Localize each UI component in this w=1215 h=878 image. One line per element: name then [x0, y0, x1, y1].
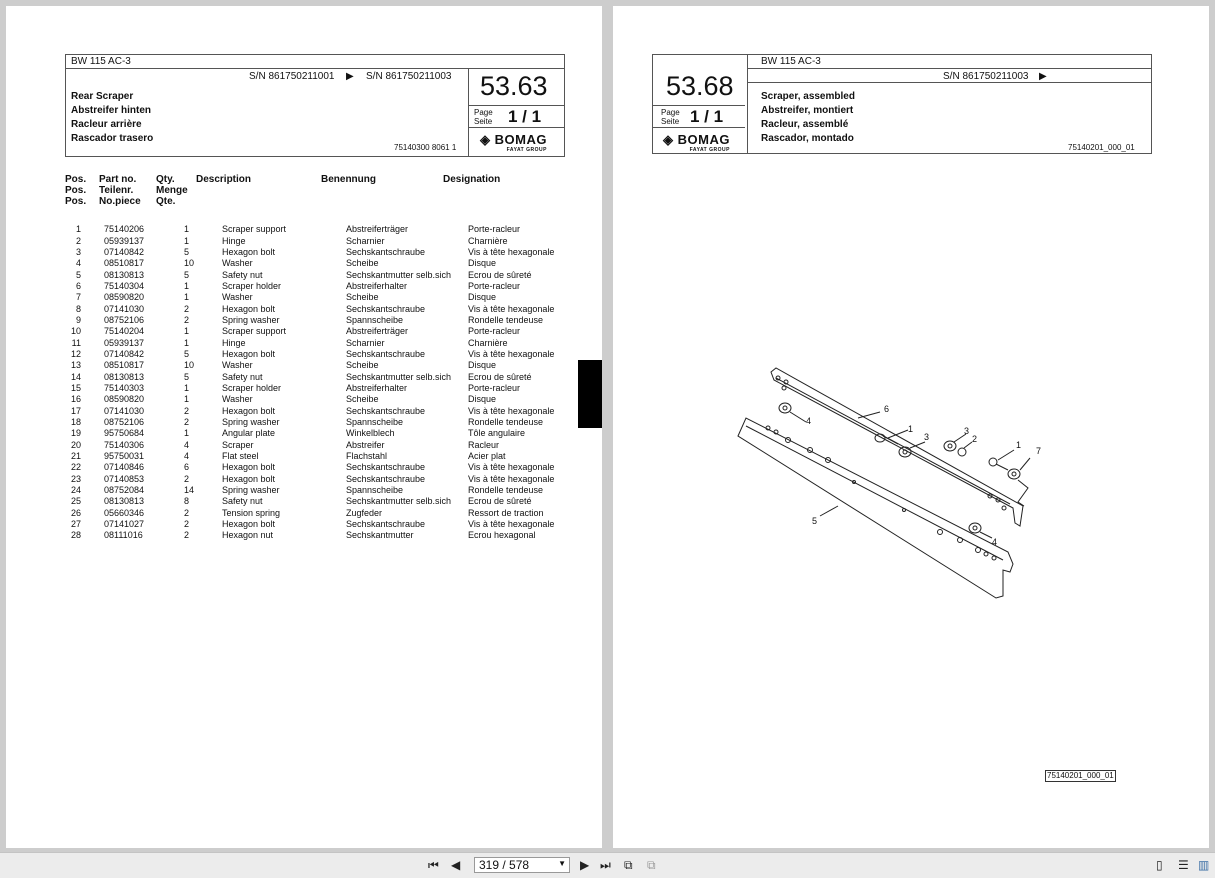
table-row: [58, 360, 554, 371]
benennung-cell: Scheibe: [346, 292, 379, 303]
description-cell: Hinge: [222, 235, 246, 246]
benennung-cell: Scharnier: [346, 235, 385, 246]
title-fr: Racleur arrière: [71, 119, 142, 130]
bomag-logo: ◈ BOMAG FAYAT GROUP: [663, 132, 730, 153]
part-number-cell: 08130813: [104, 269, 145, 280]
pos-cell: 13: [70, 360, 81, 371]
pos-cell: 16: [70, 394, 81, 405]
designation-cell: Ressort de traction: [468, 507, 544, 518]
doc-code: 75140300 8061 1: [394, 143, 457, 152]
designation-cell: Tôle angulaire: [468, 428, 526, 439]
pos-cell: 14: [70, 371, 81, 382]
pos-cell: 23: [70, 473, 81, 484]
designation-cell: Vis à tête hexagonale: [468, 473, 555, 484]
left-page: [6, 6, 602, 848]
pos-cell: 1: [75, 224, 81, 235]
quantity-cell: 4: [184, 451, 190, 462]
description-cell: Scraper holder: [222, 382, 282, 393]
callout-3b: 3: [964, 426, 970, 436]
pos-cell: 28: [70, 530, 81, 541]
part-number-cell: 07141027: [104, 519, 145, 530]
pos-cell: 20: [70, 439, 81, 450]
pos-cell: 11: [71, 337, 81, 348]
callout-2: 2: [972, 434, 978, 444]
designation-cell: Ecrou de sûreté: [468, 269, 532, 280]
benennung-cell: Abstreiferträger: [346, 326, 409, 337]
page-label: Page Seite: [661, 108, 680, 126]
left-title-block: [65, 54, 565, 157]
part-number-cell: 08111016: [104, 530, 143, 541]
description-cell: Scraper: [222, 439, 254, 450]
title-fr: Racleur, assemblé: [761, 119, 849, 130]
col-part-header: Part no. Teilenr. No.piece: [99, 174, 141, 207]
pos-cell: 25: [70, 496, 81, 507]
table-row: [58, 496, 554, 507]
description-cell: Hexagon bolt: [222, 405, 276, 416]
pos-cell: 19: [70, 428, 81, 439]
designation-cell: Vis à tête hexagonale: [468, 246, 555, 257]
section-number: 53.68: [666, 71, 734, 101]
callout-6: 6: [884, 404, 890, 414]
pos-cell: 26: [70, 507, 81, 518]
table-row: [58, 451, 554, 462]
benennung-cell: Abstreiferhalter: [346, 382, 408, 393]
description-cell: Scraper support: [222, 224, 287, 235]
table-row: [58, 258, 554, 269]
quantity-cell: 1: [184, 394, 190, 405]
go-forward-view-icon[interactable]: ⧉: [647, 858, 656, 872]
part-number-cell: 95750031: [104, 451, 145, 462]
right-title-block: [652, 54, 1152, 154]
exploded-view-drawing: [728, 356, 1048, 606]
designation-cell: Rondelle tendeuse: [468, 417, 544, 428]
table-row: [58, 485, 554, 496]
table-row: [58, 349, 554, 360]
description-cell: Tension spring: [222, 507, 281, 518]
callout-4: 4: [806, 416, 812, 426]
col-ben-header: Benennung: [321, 174, 376, 185]
callout-1: 1: [908, 424, 914, 434]
description-cell: Hexagon bolt: [222, 348, 276, 359]
benennung-cell: Sechskantschraube: [346, 246, 426, 257]
benennung-cell: Spannscheibe: [346, 314, 404, 325]
callout-1b: 1: [1016, 440, 1022, 450]
part-number-cell: 05660346: [104, 507, 145, 518]
part-number-cell: 95750684: [104, 428, 145, 439]
two-page-view-icon[interactable]: ▥: [1198, 858, 1210, 872]
benennung-cell: Sechskantschraube: [346, 348, 426, 359]
description-cell: Washer: [222, 394, 253, 405]
part-number-cell: 08510817: [104, 360, 145, 371]
benennung-cell: Sechskantmutter selb.sich: [346, 269, 452, 280]
table-row: [58, 417, 554, 428]
description-cell: Spring washer: [222, 485, 280, 496]
quantity-cell: 1: [184, 224, 190, 235]
table-row: [58, 519, 554, 530]
pos-cell: 12: [70, 348, 81, 359]
quantity-cell: 5: [184, 348, 190, 359]
designation-cell: Vis à tête hexagonale: [468, 405, 555, 416]
part-number-cell: 75140204: [104, 326, 145, 337]
benennung-cell: Flachstahl: [346, 451, 388, 462]
pos-cell: 27: [70, 519, 81, 530]
page-number: 1 / 1: [508, 107, 542, 126]
quantity-cell: 1: [184, 292, 190, 303]
part-number-cell: 08130813: [104, 496, 145, 507]
benennung-cell: Sechskantschraube: [346, 473, 426, 484]
description-cell: Safety nut: [222, 371, 263, 382]
designation-cell: Porte-racleur: [468, 280, 521, 291]
designation-cell: Vis à tête hexagonale: [468, 462, 555, 473]
part-number-cell: 08752106: [104, 417, 145, 428]
table-row: [58, 247, 554, 258]
arrow-right-icon: ▶: [346, 71, 354, 82]
quantity-cell: 1: [184, 382, 190, 393]
quantity-cell: 1: [184, 337, 190, 348]
pos-cell: 3: [75, 246, 81, 257]
doc-code: 75140201_000_01: [1068, 143, 1135, 152]
quantity-cell: 1: [184, 428, 190, 439]
logo-diamond-icon: ◈: [663, 132, 674, 147]
description-cell: Flat steel: [222, 451, 259, 462]
pos-cell: 17: [70, 405, 81, 416]
designation-cell: Ecrou de sûreté: [468, 496, 532, 507]
viewer-toolbar: [0, 852, 1215, 878]
part-number-cell: 08590820: [104, 394, 145, 405]
benennung-cell: Sechskantmutter: [346, 530, 414, 541]
part-number-cell: 75140306: [104, 439, 145, 450]
title-de: Abstreifer hinten: [71, 105, 152, 116]
table-row: [58, 224, 554, 235]
designation-cell: Porte-racleur: [468, 382, 521, 393]
table-row: [58, 281, 554, 292]
quantity-cell: 2: [184, 530, 190, 541]
description-cell: Safety nut: [222, 496, 263, 507]
benennung-cell: Sechskantschraube: [346, 462, 426, 473]
part-number-cell: 07140842: [104, 348, 145, 359]
part-number-cell: 75140206: [104, 224, 145, 235]
part-number-cell: 08590820: [104, 292, 145, 303]
table-row: [58, 315, 554, 326]
table-row: [58, 371, 554, 382]
pos-cell: 8: [75, 303, 81, 314]
pos-cell: 18: [70, 417, 81, 428]
table-row: [58, 474, 554, 485]
quantity-cell: 5: [184, 269, 190, 280]
chevron-down-icon: ▼: [558, 859, 566, 868]
pos-cell: 15: [70, 382, 81, 393]
description-cell: Safety nut: [222, 269, 263, 280]
pos-cell: 5: [75, 269, 81, 280]
col-pos-header: Pos. Pos. Pos.: [65, 174, 87, 207]
designation-cell: Vis à tête hexagonale: [468, 519, 555, 530]
quantity-cell: 6: [184, 462, 190, 473]
designation-cell: Disque: [468, 292, 497, 303]
model-name: BW 115 AC-3: [71, 56, 131, 67]
designation-cell: Vis à tête hexagonale: [468, 348, 555, 359]
pos-cell: 2: [75, 235, 81, 246]
designation-cell: Racleur: [468, 439, 500, 450]
quantity-cell: 2: [184, 519, 190, 530]
title-de: Abstreifer, montiert: [761, 105, 854, 116]
part-number-cell: 08752106: [104, 314, 145, 325]
designation-cell: Porte-racleur: [468, 326, 521, 337]
table-row: [58, 269, 554, 280]
section-number: 53.63: [480, 71, 548, 101]
designation-cell: Acier plat: [468, 451, 506, 462]
description-cell: Scraper support: [222, 326, 287, 337]
quantity-cell: 5: [184, 371, 190, 382]
drawing-code-label: 75140201_000_01: [1047, 771, 1114, 780]
col-des-header: Designation: [443, 174, 501, 185]
quantity-cell: 1: [184, 235, 190, 246]
designation-cell: Vis à tête hexagonale: [468, 303, 555, 314]
benennung-cell: Abstreifer: [346, 439, 385, 450]
benennung-cell: Abstreiferhalter: [346, 280, 408, 291]
part-number-cell: 75140303: [104, 382, 145, 393]
designation-cell: Charnière: [468, 337, 508, 348]
quantity-cell: 1: [184, 326, 190, 337]
table-row: [58, 508, 554, 519]
title-es: Rascador trasero: [71, 133, 154, 144]
table-row: [58, 428, 554, 439]
pos-cell: 21: [70, 451, 81, 462]
designation-cell: Ecrou hexagonal: [468, 530, 536, 541]
serial-from: S/N 861750211003: [943, 71, 1029, 82]
col-desc-header: Description: [196, 174, 252, 185]
benennung-cell: Spannscheibe: [346, 417, 404, 428]
table-row: [58, 406, 554, 417]
designation-cell: Disque: [468, 258, 497, 269]
quantity-cell: 2: [184, 405, 190, 416]
benennung-cell: Zugfeder: [346, 507, 383, 518]
logo-diamond-icon: ◈: [480, 132, 491, 147]
benennung-cell: Sechskantschraube: [346, 405, 426, 416]
designation-cell: Ecrou de sûreté: [468, 371, 532, 382]
quantity-cell: 4: [184, 439, 190, 450]
description-cell: Washer: [222, 292, 253, 303]
part-number-cell: 07141030: [104, 303, 145, 314]
benennung-cell: Sechskantmutter selb.sich: [346, 371, 452, 382]
col-qty-header: Qty. Menge Qte.: [156, 174, 188, 207]
designation-cell: Charnière: [468, 235, 508, 246]
callout-4b: 4: [992, 537, 998, 547]
part-number-cell: 05939137: [104, 337, 145, 348]
designation-cell: Disque: [468, 394, 497, 405]
page-number-input[interactable]: 319 / 578 ▼: [474, 857, 570, 873]
designation-cell: Rondelle tendeuse: [468, 314, 544, 325]
last-page-button[interactable]: ⏭: [600, 858, 611, 872]
pos-cell: 22: [70, 462, 81, 473]
quantity-cell: 10: [184, 258, 195, 269]
pos-cell: 9: [75, 314, 81, 325]
designation-cell: Rondelle tendeuse: [468, 485, 544, 496]
title-es: Rascador, montado: [761, 133, 854, 144]
description-cell: Washer: [222, 258, 253, 269]
description-cell: Hexagon bolt: [222, 246, 276, 257]
page-label: Page Seite: [474, 108, 493, 126]
page-number: 1 / 1: [690, 107, 724, 126]
table-row: [58, 303, 554, 314]
pos-cell: 4: [75, 258, 81, 269]
section-tab-marker: [578, 360, 602, 428]
table-row: [58, 383, 554, 394]
title-en: Scraper, assembled: [761, 91, 855, 102]
continuous-view-icon[interactable]: ☰: [1178, 858, 1189, 872]
callout-5: 5: [812, 516, 818, 526]
benennung-cell: Scheibe: [346, 394, 379, 405]
benennung-cell: Scharnier: [346, 337, 385, 348]
quantity-cell: 8: [184, 496, 190, 507]
part-number-cell: 08510817: [104, 258, 145, 269]
quantity-cell: 2: [184, 417, 190, 428]
table-row: [58, 394, 554, 405]
quantity-cell: 10: [184, 360, 195, 371]
benennung-cell: Spannscheibe: [346, 485, 404, 496]
description-cell: Hexagon bolt: [222, 473, 276, 484]
serial-to: S/N 861750211003: [366, 71, 452, 82]
table-row: [58, 235, 554, 246]
description-cell: Hexagon bolt: [222, 519, 276, 530]
title-en: Rear Scraper: [71, 91, 134, 102]
part-number-cell: 07141030: [104, 405, 145, 416]
previous-page-button[interactable]: ◀: [451, 858, 461, 872]
quantity-cell: 5: [184, 246, 190, 257]
table-row: [58, 292, 554, 303]
part-number-cell: 07140853: [104, 473, 145, 484]
quantity-cell: 14: [184, 485, 195, 496]
single-page-view-icon[interactable]: ▯: [1156, 858, 1163, 872]
bomag-logo: ◈ BOMAG FAYAT GROUP: [480, 132, 547, 153]
table-row: [58, 530, 554, 541]
quantity-cell: 1: [184, 280, 190, 291]
designation-cell: Porte-racleur: [468, 224, 521, 235]
benennung-cell: Scheibe: [346, 360, 379, 371]
description-cell: Angular plate: [222, 428, 276, 439]
part-number-cell: 08752084: [104, 485, 145, 496]
part-number-cell: 07140842: [104, 246, 145, 257]
description-cell: Hexagon nut: [222, 530, 274, 541]
table-row: [58, 440, 554, 451]
description-cell: Hexagon bolt: [222, 303, 276, 314]
table-row: [58, 337, 554, 348]
benennung-cell: Sechskantschraube: [346, 519, 426, 530]
pos-cell: 24: [70, 485, 81, 496]
pos-cell: 6: [75, 280, 81, 291]
part-number-cell: 05939137: [104, 235, 145, 246]
go-back-view-icon[interactable]: ⧉: [624, 858, 633, 872]
description-cell: Scraper holder: [222, 280, 282, 291]
quantity-cell: 2: [184, 314, 190, 325]
pos-cell: 10: [70, 326, 81, 337]
serial-from: S/N 861750211001: [249, 71, 335, 82]
description-cell: Spring washer: [222, 417, 280, 428]
arrow-right-icon: ▶: [1039, 71, 1047, 82]
benennung-cell: Abstreiferträger: [346, 224, 409, 235]
designation-cell: Disque: [468, 360, 497, 371]
model-name: BW 115 AC-3: [761, 56, 821, 67]
benennung-cell: Scheibe: [346, 258, 379, 269]
table-row: [58, 462, 554, 473]
first-page-button[interactable]: ⏮: [428, 858, 439, 872]
benennung-cell: Sechskantschraube: [346, 303, 426, 314]
description-cell: Hinge: [222, 337, 246, 348]
callout-7: 7: [1036, 446, 1042, 456]
quantity-cell: 2: [184, 507, 190, 518]
table-row: [58, 326, 554, 337]
quantity-cell: 2: [184, 303, 190, 314]
benennung-cell: Sechskantmutter selb.sich: [346, 496, 452, 507]
callout-3: 3: [924, 432, 930, 442]
right-page: [613, 6, 1209, 848]
next-page-button[interactable]: ▶: [580, 858, 590, 872]
quantity-cell: 2: [184, 473, 190, 484]
benennung-cell: Winkelblech: [346, 428, 395, 439]
pos-cell: 7: [75, 292, 81, 303]
part-number-cell: 08130813: [104, 371, 145, 382]
description-cell: Spring washer: [222, 314, 280, 325]
parts-table: [58, 224, 554, 542]
description-cell: Hexagon bolt: [222, 462, 276, 473]
description-cell: Washer: [222, 360, 253, 371]
part-number-cell: 75140304: [104, 280, 145, 291]
part-number-cell: 07140846: [104, 462, 145, 473]
